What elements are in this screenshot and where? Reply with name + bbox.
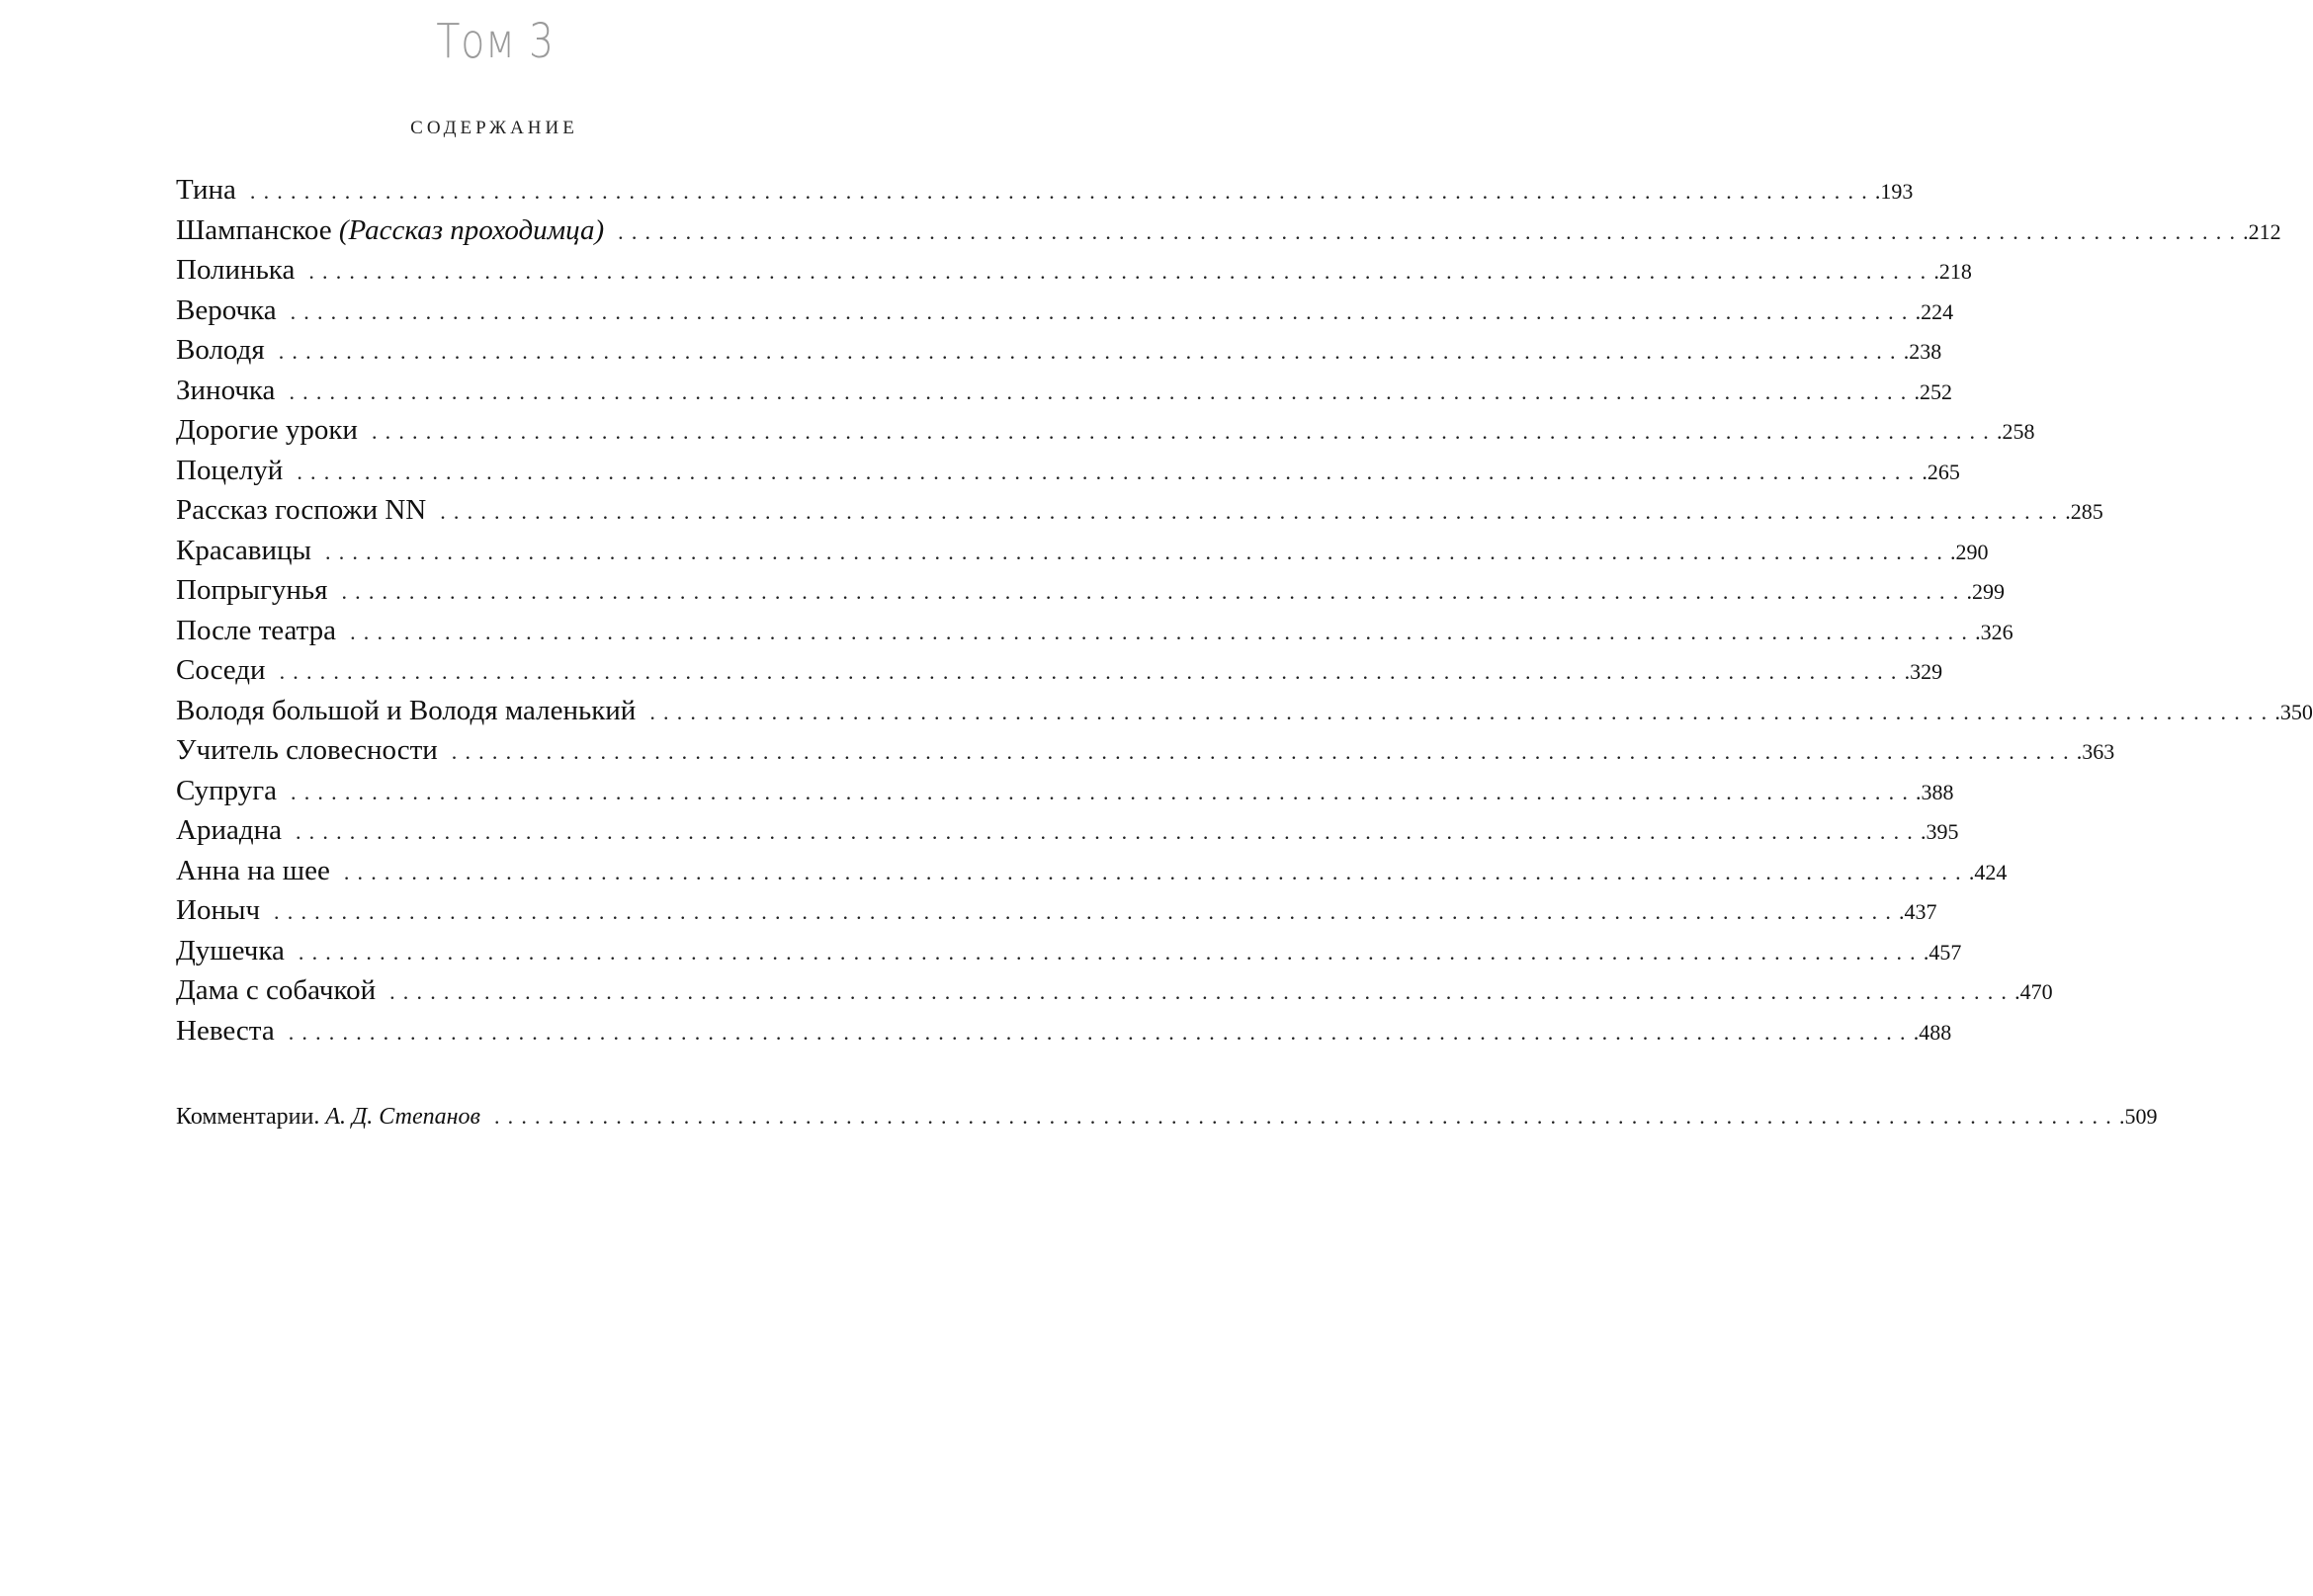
toc-dot-leader: ........................................................................................................................ <box>649 699 2275 724</box>
toc-entry-page: .212 <box>2243 218 2281 244</box>
toc-entry-title: Шампанское <box>176 213 339 246</box>
toc-dot-leader: ........................................................................................................................ <box>451 739 2077 764</box>
toc-entry[interactable] <box>176 851 2008 891</box>
toc-entry[interactable] <box>176 570 2005 611</box>
toc-entry-title: Володя большой и Володя маленький <box>176 694 637 726</box>
toc-entry-title: Поцелуй <box>176 454 284 486</box>
toc-entry-page: .218 <box>1933 259 1972 284</box>
toc-dot-leader: ........................................................................................................................ <box>290 298 1916 324</box>
comments-entry[interactable] <box>176 1097 2158 1137</box>
toc-entry[interactable] <box>176 330 1942 371</box>
toc-entry[interactable] <box>176 810 1959 851</box>
toc-entry-page: .285 <box>2065 499 2103 524</box>
toc-entry-title-wrap <box>176 570 341 610</box>
toc-entry-title: Красавицы <box>176 534 312 566</box>
toc-entry-page: .238 <box>1903 339 1942 364</box>
toc-dot-leader: ........................................................................................................................ <box>341 579 1967 604</box>
toc-entry-page: .290 <box>1950 539 1989 564</box>
comments-title-wrap <box>176 1097 494 1136</box>
toc-dot-leader: ........................................................................................................................ <box>297 459 1923 484</box>
toc-entry[interactable] <box>176 531 1989 571</box>
toc-dot-leader: ........................................................................................................................ <box>308 259 1934 284</box>
toc-entry-title: Рассказ госпожи NN <box>176 494 427 526</box>
toc-entry-title-wrap <box>176 931 299 970</box>
toc-dot-leader: ........................................................................................................................ <box>298 939 1924 965</box>
toc-entry-title: Невеста <box>176 1014 275 1047</box>
toc-dot-leader: ........................................................................................................................ <box>493 1104 2119 1129</box>
toc-dot-leader: ........................................................................................................................ <box>288 1019 1914 1045</box>
toc-entry-page: .350 <box>2274 699 2313 724</box>
toc-entry[interactable] <box>176 730 2115 771</box>
toc-entry-title: Полинька <box>176 254 296 286</box>
table-of-contents <box>176 170 2313 1050</box>
toc-entry-title: Ионыч <box>176 894 261 926</box>
toc-entry[interactable] <box>176 371 1952 411</box>
toc-entry-title-wrap <box>176 771 291 810</box>
comments-label: Комментарии. <box>176 1104 326 1130</box>
toc-entry-page: .265 <box>1922 459 1960 484</box>
toc-entry-title: Верочка <box>176 294 277 326</box>
toc-entry-title-wrap <box>176 410 372 450</box>
toc-entry-title-wrap <box>176 730 452 770</box>
toc-entry[interactable] <box>176 611 2013 651</box>
toc-entry[interactable] <box>176 931 1962 971</box>
toc-entry-title: Учитель словесности <box>176 734 438 766</box>
toc-entry-title-wrap <box>176 810 296 850</box>
toc-entry-title-wrap <box>176 851 344 890</box>
toc-entry[interactable] <box>176 410 2035 451</box>
toc-entry-page: .395 <box>1920 819 1959 844</box>
toc-entry-title-wrap <box>176 170 250 210</box>
toc-entry-page: .437 <box>1899 899 1937 924</box>
toc-entry-title-wrap <box>176 890 274 930</box>
toc-entry-page: .470 <box>2014 979 2053 1004</box>
toc-entry-title: Анна на шее <box>176 854 330 886</box>
toc-entry-title: Тина <box>176 174 236 206</box>
toc-entry[interactable] <box>176 771 1954 811</box>
toc-entry-title: Дорогие уроки <box>176 414 358 446</box>
toc-dot-leader: ........................................................................................................................ <box>389 979 2015 1004</box>
volume-title: Том 3 <box>436 14 555 69</box>
toc-entry[interactable] <box>176 451 1960 491</box>
toc-dot-leader: ........................................................................................................................ <box>325 539 1951 564</box>
toc-entry-title-wrap <box>176 250 308 290</box>
toc-entry-title-wrap <box>176 691 649 730</box>
toc-dot-leader: ........................................................................................................................ <box>279 659 1905 684</box>
toc-dot-leader: ........................................................................................................................ <box>350 619 1976 644</box>
toc-entry-page: .326 <box>1975 619 2013 644</box>
toc-dot-leader: ........................................................................................................................ <box>274 899 1900 924</box>
toc-entry-page: .388 <box>1916 779 1954 804</box>
toc-entry-page: .329 <box>1904 659 1943 684</box>
toc-entry-title-wrap <box>176 210 618 250</box>
toc-entry-title: Супруга <box>176 774 278 806</box>
toc-entry-title: Ариадна <box>176 814 282 846</box>
toc-entry[interactable] <box>176 691 2313 731</box>
toc-entry-title-wrap <box>176 371 289 410</box>
toc-entry-title-wrap <box>176 490 440 530</box>
toc-dot-leader: ........................................................................................................................ <box>291 779 1917 804</box>
toc-entry-title-wrap <box>176 531 325 570</box>
toc-dot-leader: ........................................................................................................................ <box>278 339 1904 364</box>
toc-entry-page: .488 <box>1913 1019 1952 1045</box>
toc-entry-page: .299 <box>1966 579 2005 604</box>
toc-entry-page: .457 <box>1923 939 1962 965</box>
comments-section <box>176 1097 2158 1137</box>
toc-entry-title: Попрыгунья <box>176 574 328 606</box>
toc-entry-title: После театра <box>176 614 337 646</box>
toc-entry-page: .258 <box>1996 419 2035 444</box>
toc-dot-leader: ........................................................................................................................ <box>249 179 1875 204</box>
toc-entry[interactable] <box>176 490 2103 531</box>
toc-entry-title: Зиночка <box>176 374 276 406</box>
toc-dot-leader: ........................................................................................................................ <box>343 859 1969 884</box>
toc-entry[interactable] <box>176 970 2053 1011</box>
toc-entry[interactable] <box>176 650 1943 691</box>
toc-entry[interactable] <box>176 210 2281 251</box>
toc-entry[interactable] <box>176 1011 1952 1051</box>
toc-entry-title-wrap <box>176 970 389 1010</box>
comments-author: А. Д. Степанов <box>325 1104 480 1130</box>
toc-entry-subtitle: (Рассказ проходимца) <box>338 213 605 246</box>
toc-entry-title: Соседи <box>176 654 266 686</box>
toc-entry-title-wrap <box>176 330 279 370</box>
toc-entry-title-wrap <box>176 611 350 650</box>
toc-entry-page: .363 <box>2076 739 2115 764</box>
toc-entry[interactable] <box>176 890 1937 931</box>
toc-entry-page: .224 <box>1915 298 1954 324</box>
toc-entry-title-wrap <box>176 1011 289 1050</box>
contents-heading: СОДЕРЖАНИЕ <box>410 118 578 138</box>
toc-dot-leader: ........................................................................................................................ <box>618 218 2244 244</box>
toc-entry-title: Володя <box>176 334 265 366</box>
toc-dot-leader: ........................................................................................................................ <box>289 378 1915 404</box>
toc-entry-page: .193 <box>1874 179 1914 204</box>
comments-page: .509 <box>2118 1104 2158 1129</box>
toc-entry-title-wrap <box>176 650 280 690</box>
toc-entry[interactable] <box>176 250 1972 291</box>
toc-entry-title-wrap <box>176 291 291 330</box>
toc-entry-page: .252 <box>1914 378 1952 404</box>
toc-entry[interactable] <box>176 291 1954 331</box>
toc-dot-leader: ........................................................................................................................ <box>371 419 1997 444</box>
toc-entry-title: Дама с собачкой <box>176 974 377 1006</box>
toc-dot-leader: ........................................................................................................................ <box>440 499 2066 524</box>
toc-entry-title: Душечка <box>176 934 285 966</box>
toc-entry-title-wrap <box>176 451 297 490</box>
toc-dot-leader: ........................................................................................................................ <box>295 819 1921 844</box>
toc-entry-page: .424 <box>1968 859 2008 884</box>
toc-entry[interactable] <box>176 170 1914 210</box>
